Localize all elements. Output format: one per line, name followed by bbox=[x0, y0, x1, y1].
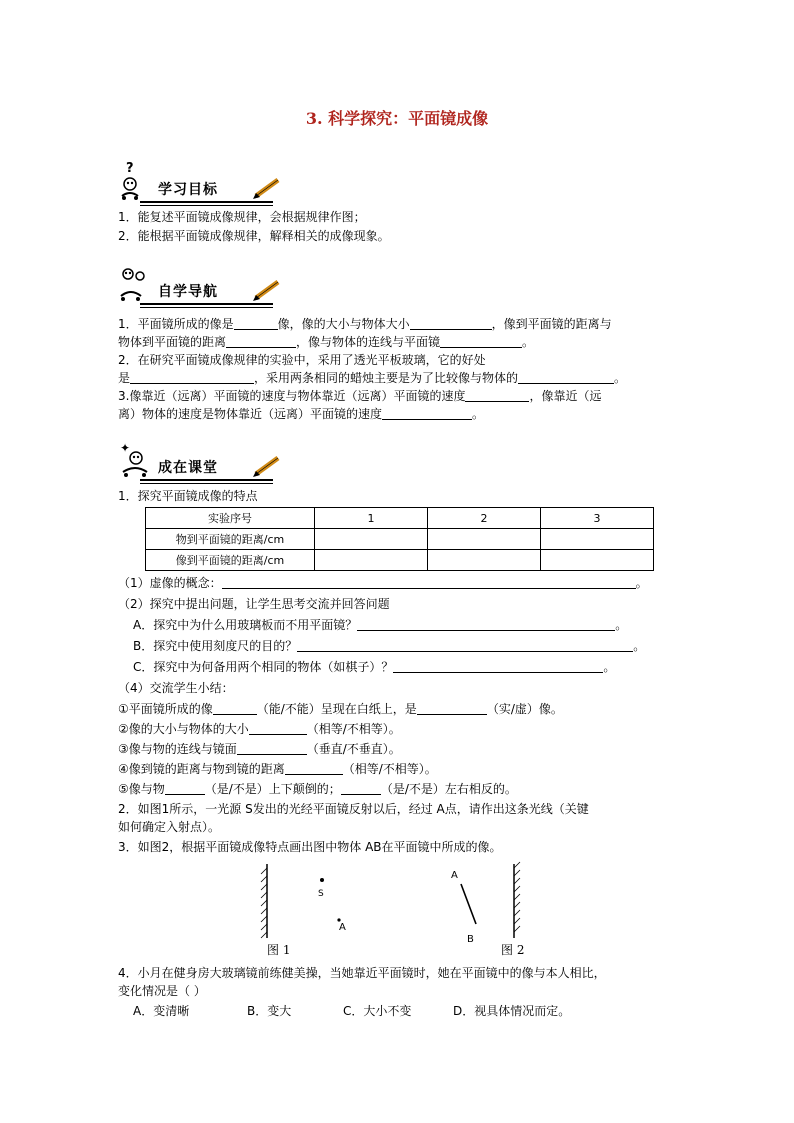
summary-item-3: ③像与物的连线与镜面 （垂直/不垂直）。 bbox=[118, 742, 401, 756]
section-label-goals: 学习目标 bbox=[158, 182, 218, 198]
table-cell[interactable] bbox=[428, 550, 541, 571]
table-header-row bbox=[146, 508, 654, 529]
self-study-q3-line2: 离）物体的速度是物体靠近（远离）平面镜的速度 。 bbox=[118, 407, 485, 421]
label-a: A bbox=[451, 870, 458, 881]
svg-text:?: ? bbox=[126, 161, 134, 176]
question-2-line2: 如何确定入射点）。 bbox=[118, 820, 221, 834]
summary-item-2: ②像的大小与物体的大小 （相等/不相等）。 bbox=[118, 722, 401, 736]
self-study-q1-line2: 物体到平面镜的距离 ，像与物体的连线与平面镜 。 bbox=[118, 335, 535, 349]
figure-2 bbox=[445, 860, 545, 960]
summary-item-1: ①平面镜所成的像 （能/不能）呈现在白纸上，是 （实/虚）像。 bbox=[118, 702, 563, 716]
virtual-image-concept: （1）虚像的概念： 。 bbox=[118, 576, 648, 590]
option-b[interactable]: B．变大 bbox=[247, 1004, 292, 1018]
figure-1-caption: 图 1 bbox=[267, 943, 291, 957]
classroom-item-1: 1．探究平面镜成像的特点 bbox=[118, 489, 258, 503]
label-b: B bbox=[467, 934, 474, 945]
table-cell[interactable] bbox=[541, 550, 654, 571]
table-cell[interactable] bbox=[428, 529, 541, 550]
table-header-cell: 3 bbox=[541, 508, 654, 529]
option-c[interactable]: C．大小不变 bbox=[343, 1004, 412, 1018]
goal-item-2: 2．能根据平面镜成像规律，解释相关的成像现象。 bbox=[118, 229, 390, 243]
label-s: S bbox=[318, 889, 324, 899]
section-header-goals bbox=[118, 160, 283, 206]
goal-item-1: 1．能复述平面镜成像规律，会根据规律作图； bbox=[118, 210, 366, 224]
table-header-cell: 实验序号 bbox=[146, 508, 315, 529]
figure-1 bbox=[255, 860, 375, 960]
summary-item-4: ④像到镜的距离与物到镜的距离 （相等/不相等）。 bbox=[118, 762, 437, 776]
label-a: A bbox=[339, 922, 346, 933]
question-b: B．探究中使用刻度尺的目的？ 。 bbox=[133, 639, 646, 653]
section-label-classroom: 成在课堂 bbox=[158, 460, 218, 476]
cartoon-icon bbox=[118, 160, 158, 204]
question-4-line2: 变化情况是（ ） bbox=[118, 984, 206, 998]
pencil-icon bbox=[253, 454, 283, 478]
summary-heading: （4）交流学生小结： bbox=[118, 681, 234, 695]
question-3: 3．如图2，根据平面镜成像特点画出图中物体 AB在平面镜中所成的像。 bbox=[118, 840, 502, 854]
question-a: A．探究中为什么用玻璃板而不用平面镜？ 。 bbox=[133, 618, 628, 632]
table-header-cell: 2 bbox=[428, 508, 541, 529]
table-cell[interactable] bbox=[315, 550, 428, 571]
mirror-hatching bbox=[514, 862, 520, 932]
cartoon-icon bbox=[118, 438, 158, 482]
pencil-icon bbox=[253, 176, 283, 200]
self-study-q1-line1: 1．平面镜所成的像是 像，像的大小与物体大小 ，像到平面镜的距离与 bbox=[118, 317, 612, 331]
pencil-icon bbox=[253, 278, 283, 302]
source-point-s bbox=[320, 878, 324, 882]
question-prompt: （2）探究中提出问题，让学生思考交流并回答问题 bbox=[118, 597, 390, 611]
option-a[interactable]: A．变清晰 bbox=[133, 1004, 190, 1018]
table-cell[interactable] bbox=[541, 529, 654, 550]
summary-item-5: ⑤像与物 （是/不是）上下颠倒的； （是/不是）左右相反的。 bbox=[118, 782, 517, 796]
section-label-self-study: 自学导航 bbox=[158, 284, 218, 300]
self-study-q3-line1: 3.像靠近（远离）平面镜的速度与物体靠近（远离）平面镜的速度 ，像靠近（远 bbox=[118, 389, 602, 403]
table-row bbox=[146, 550, 654, 571]
table-row-label: 物到平面镜的距离/cm bbox=[146, 529, 315, 550]
table-row bbox=[146, 529, 654, 550]
cartoon-icon bbox=[118, 262, 158, 306]
section-header-self-study bbox=[118, 262, 283, 308]
object-ab bbox=[461, 884, 476, 924]
table-row-label: 像到平面镜的距离/cm bbox=[146, 550, 315, 571]
svg-text:✦: ✦ bbox=[120, 441, 131, 455]
table-header-cell: 1 bbox=[315, 508, 428, 529]
experiment-table bbox=[145, 507, 654, 571]
question-c: C．探究中为何备用两个相同的物体（如棋子）？ 。 bbox=[133, 660, 616, 674]
question-4-line1: 4．小月在健身房大玻璃镜前练健美操，当她靠近平面镜时，她在平面镜中的像与本人相比， bbox=[118, 966, 606, 980]
option-d[interactable]: D．视具体情况而定。 bbox=[453, 1004, 571, 1018]
self-study-q2-line1: 2．在研究平面镜成像规律的实验中，采用了透光平板玻璃，它的好处 bbox=[118, 353, 486, 367]
self-study-q2-line2: 是 ，采用两条相同的蜡烛主要是为了比较像与物体的 。 bbox=[118, 371, 627, 385]
figure-2-caption: 图 2 bbox=[501, 943, 525, 957]
table-cell[interactable] bbox=[315, 529, 428, 550]
mirror-hatching bbox=[261, 868, 267, 938]
question-2-line1: 2．如图1所示，一光源 S发出的光经平面镜反射以后，经过 A点，请作出这条光线（关键 bbox=[118, 802, 589, 816]
section-header-classroom bbox=[118, 438, 283, 484]
page-title: 3. 科学探究：平面镜成像 bbox=[305, 109, 489, 128]
answer-options bbox=[133, 1002, 570, 1021]
